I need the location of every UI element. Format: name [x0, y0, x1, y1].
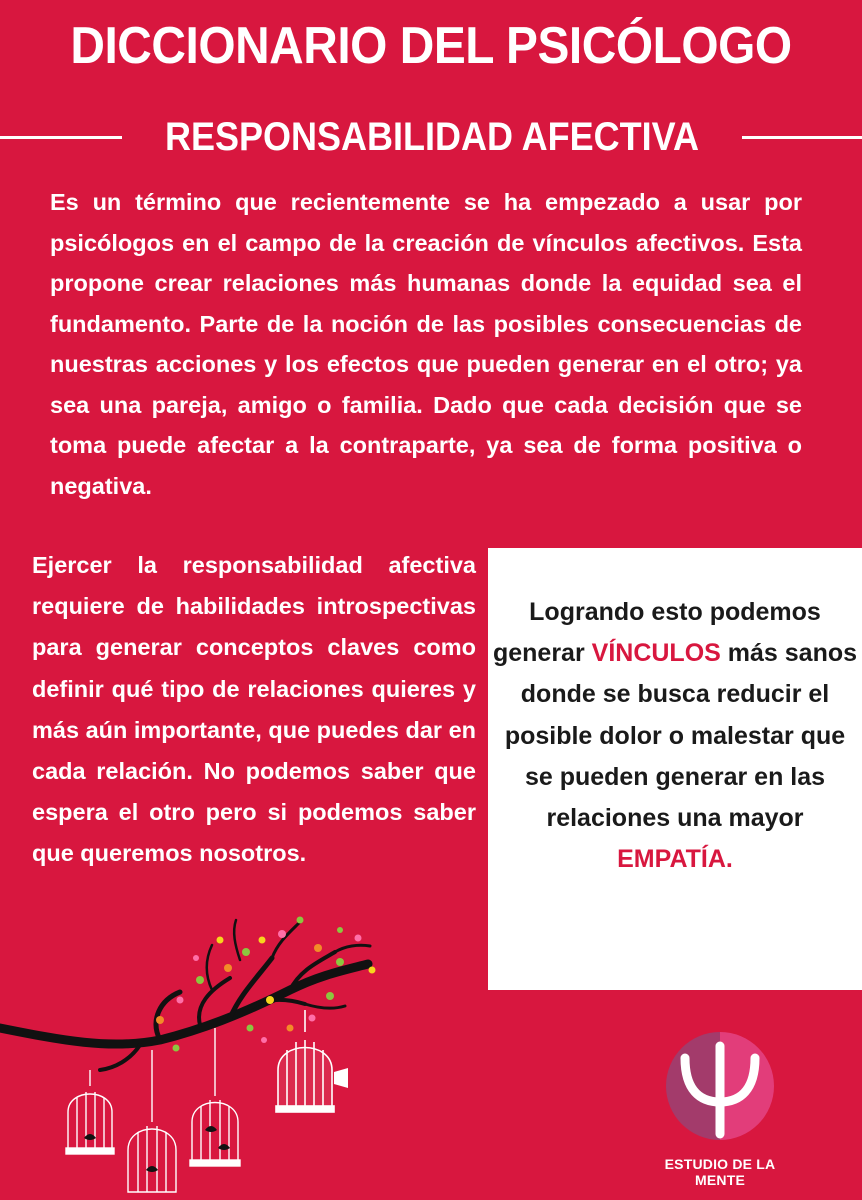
callout-highlight-vinculos: VÍNCULOS	[591, 639, 721, 668]
page-title: DICCIONARIO DEL PSICÓLOGO	[70, 17, 792, 75]
callout-card	[488, 548, 862, 990]
brand-name: ESTUDIO DE LA MENTE	[664, 1156, 776, 1188]
subtitle-right-rule	[742, 136, 862, 139]
subtitle-row	[0, 112, 862, 162]
subtitle-left-rule	[0, 136, 122, 139]
callout-part-1: Logrando esto podemos generar	[492, 598, 821, 668]
body-paragraph: Ejercer la responsabilidad afectiva requiere de habilidades introspectivas para generar conceptos claves como definir qué tipo de relaciones quieres y más aún importante, que puedes dar en cada relación. No podemos saber que espera el otro pero si podemos saber que queremos nosotros.	[32, 552, 476, 867]
tree-branch-birdcages-illustration	[0, 900, 400, 1200]
page-subtitle: RESPONSABILIDAD AFECTIVA	[164, 115, 700, 159]
psi-logo-icon	[655, 1028, 785, 1148]
callout-part-2: más sanos donde se busca reducir el posible dolor o malestar que se pueden generar en las relaciones una mayor	[504, 639, 858, 833]
callout-text	[488, 592, 862, 880]
callout-highlight-empatia: EMPATÍA.	[617, 845, 733, 874]
intro-paragraph: Es un término que recientemente se ha empezado a usar por psicólogos en el campo de la creación de vínculos afectivos. Esta propone crear relaciones más humanas donde la equidad sea el fundamento. Parte de la noción de las posibles consecuencias de nuestras acciones y los efectos que pueden generar en el otro; ya sea una pareja, amigo o familia. Dado que cada decisión que se toma puede afectar a la contraparte, ya sea de forma positiva o negativa.	[50, 189, 802, 499]
brand-logo	[655, 1028, 785, 1188]
